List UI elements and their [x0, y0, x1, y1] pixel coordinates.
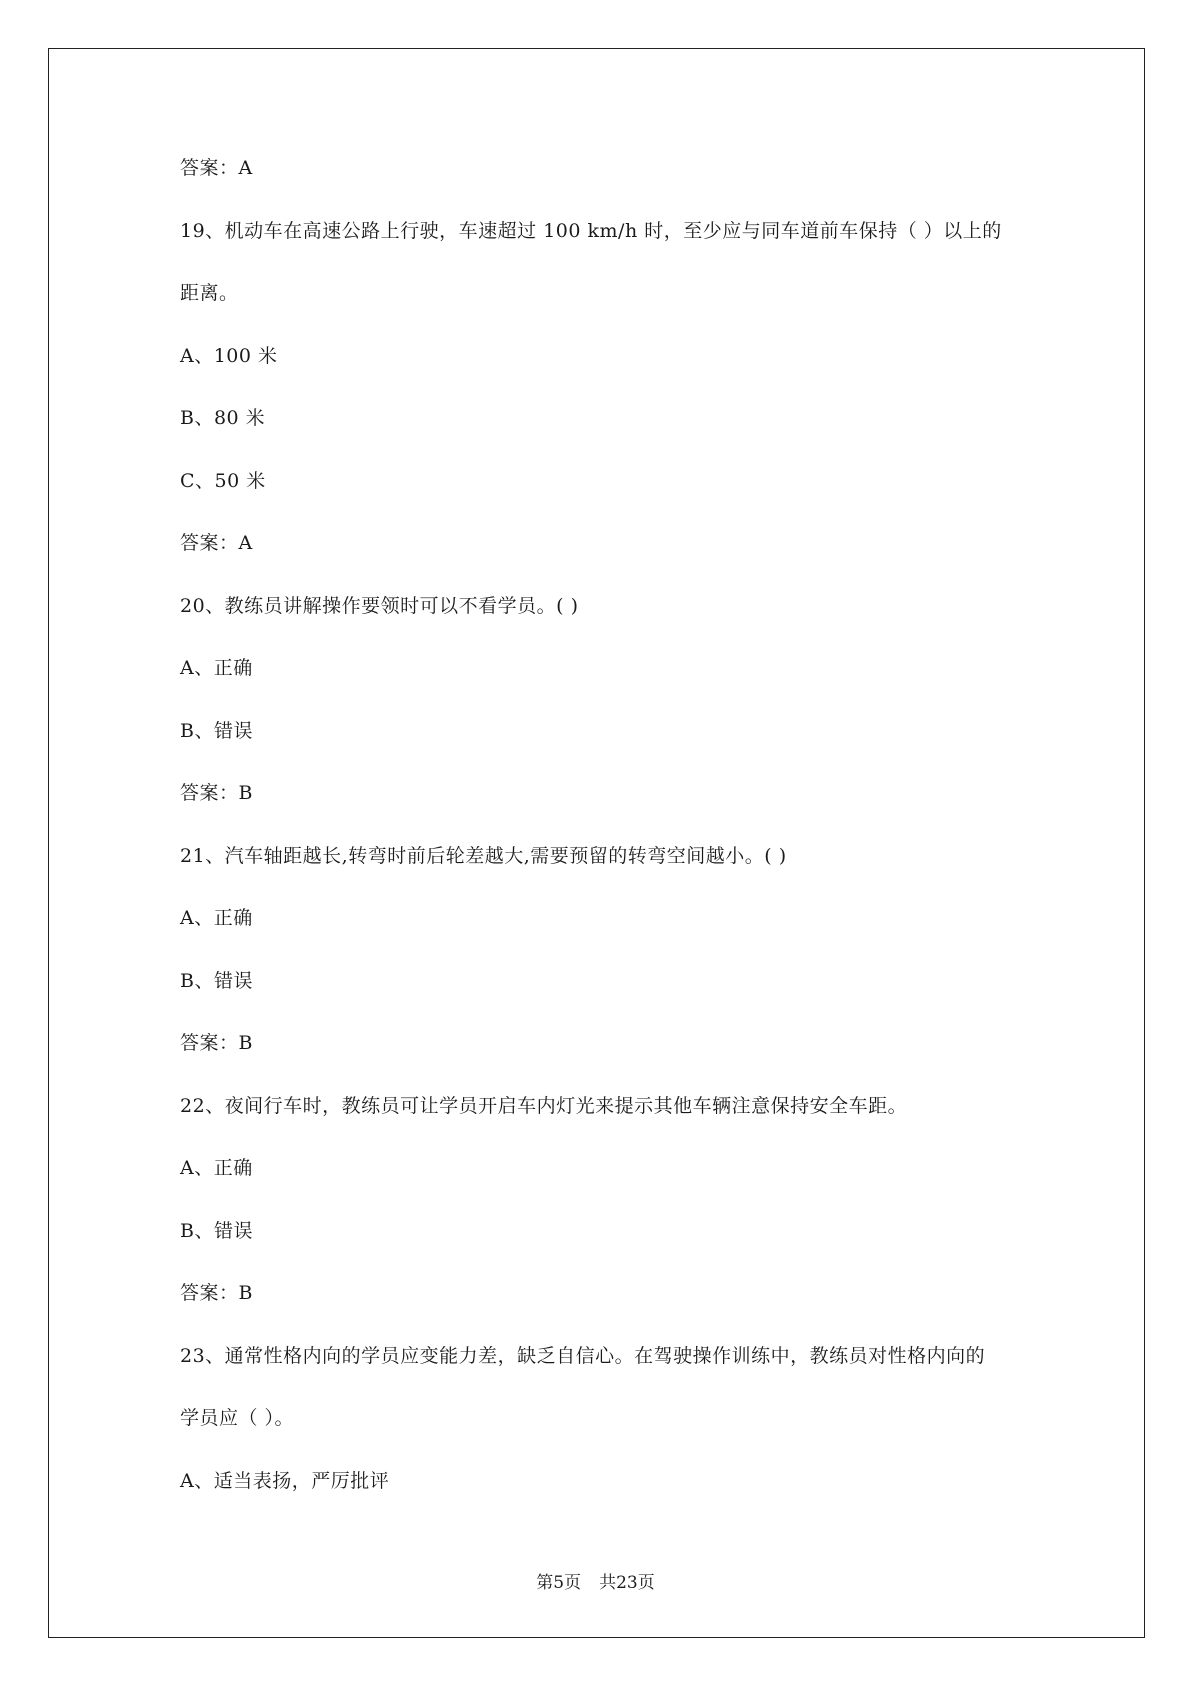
document-body: [180, 156, 1040, 1531]
option-c: C、50 米: [180, 469, 266, 492]
question-20-text: 20、教练员讲解操作要领时可以不看学员。( ): [180, 594, 579, 617]
question-22-text: 22、夜间行车时，教练员可让学员开启车内灯光来提示其他车辆注意保持安全车距。: [180, 1094, 908, 1117]
question-23-text-continued: 学员应（ ）。: [180, 1407, 295, 1429]
option-b: B、80 米: [180, 407, 266, 429]
answer-line: 答案：A: [180, 532, 253, 554]
question-21-text: 21、汽车轴距越长,转弯时前后轮差越大,需要预留的转弯空间越小。( ): [180, 844, 787, 867]
option-a: A、适当表扬，严厉批评: [180, 1469, 390, 1492]
question-23-text: 23、通常性格内向的学员应变能力差，缺乏自信心。在驾驶操作训练中，教练员对性格内向的: [180, 1344, 986, 1367]
option-b: B、错误: [180, 719, 253, 742]
option-a: A、正确: [180, 1157, 253, 1179]
page-footer: [0, 1572, 1191, 1594]
answer-line: 答案：A: [180, 157, 253, 179]
option-b: B、错误: [180, 1219, 253, 1242]
answer-line: 答案：B: [180, 1032, 253, 1054]
option-a: A、100 米: [180, 344, 278, 367]
option-a: A、正确: [180, 907, 253, 929]
total-pages: 共23页: [599, 1573, 655, 1593]
option-a: A、正确: [180, 657, 253, 679]
question-19-text: 19、机动车在高速公路上行驶，车速超过 100 km/h 时，至少应与同车道前车保持（ ）以上的: [180, 219, 1002, 242]
question-19-text-continued: 距离。: [180, 282, 239, 304]
page-number: 第5页: [536, 1573, 582, 1593]
answer-line: 答案：B: [180, 782, 253, 804]
answer-line: 答案：B: [180, 1282, 253, 1304]
option-b: B、错误: [180, 969, 253, 992]
